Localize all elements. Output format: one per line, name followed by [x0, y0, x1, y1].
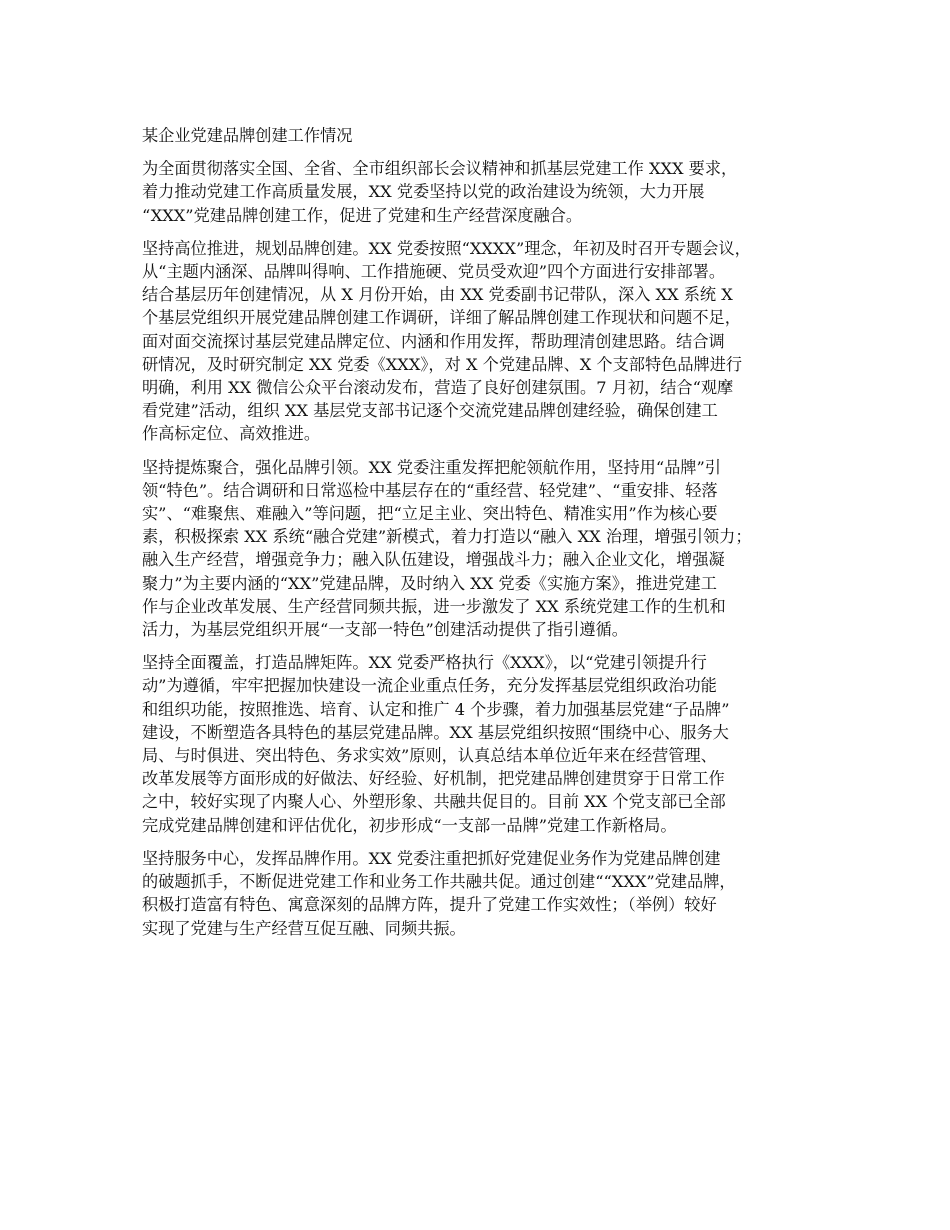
- paragraph-line: 个基层党组织开展党建品牌创建工作调研，详细了解品牌创建工作现状和问题不足，: [142, 308, 741, 328]
- paragraph-line: 面对面交流探讨基层党建品牌定位、内涵和作用发挥，帮助理清创建思路。结合调: [142, 331, 725, 351]
- paragraph-line: 领“特色”。结合调研和日常巡检中基层存在的“重经营、轻党建”、“重安排、轻落: [142, 480, 718, 500]
- paragraph-line: 聚力”为主要内涵的“XX”党建品牌，及时纳入 XX 党委《实施方案》，推进党建工: [142, 573, 717, 593]
- paragraph-line: 坚持高位推进，规划品牌创建。XX 党委按照“XXXX”理念，年初及时召开专题会议，: [142, 238, 751, 258]
- paragraph-line: 明确，利用 XX 微信公众平台滚动发布，营造了良好创建氛围。7 月初，结合“观摩: [142, 378, 734, 398]
- paragraph: [142, 456, 832, 642]
- paragraph-line: 完成党建品牌创建和评估优化，初步形成“一支部一品牌”党建工作新格局。: [142, 815, 677, 835]
- paragraph-line: 实”、“难聚焦、难融入”等问题，把“立足主业、突出特色、精准实用”作为核心要: [142, 504, 718, 524]
- paragraph-line: “XXX”党建品牌创建工作，促进了党建和生产经营深度融合。: [142, 205, 583, 225]
- paragraph-line: 之中，较好实现了内聚人心、外塑形象、共融共促目的。目前 XX 个党支部已全部: [142, 792, 726, 812]
- paragraph-line: 的破题抓手，不断促进党建工作和业务工作共融共促。通过创建““XXX”党建品牌，: [142, 872, 736, 892]
- paragraph: [142, 157, 832, 227]
- paragraph-line: 动”为遵循，牢牢把握加快建设一流企业重点任务，充分发挥基层党组织政治功能: [142, 676, 717, 696]
- paragraph-line: 建设，不断塑造各具特色的基层党建品牌。XX 基层党组织按照“围绕中心、服务大: [142, 722, 729, 742]
- paragraph-line: 作高标定位、高效推进。: [142, 424, 321, 444]
- paragraph-line: 融入生产经营，增强竞争力；融入队伍建设，增强战斗力；融入企业文化，增强凝: [142, 550, 725, 570]
- paragraph-list: [142, 157, 832, 940]
- paragraph-line: 为全面贯彻落实全国、全省、全市组织部长会议精神和抓基层党建工作 XXX 要求，: [142, 159, 738, 179]
- paragraph-line: 活力，为基层党组织开展“一支部一特色”创建活动提供了指引遵循。: [142, 620, 628, 640]
- paragraph-line: 和组织功能，按照推选、培育、认定和推广 4 个步骤，着力加强基层党建“子品牌”: [142, 699, 730, 719]
- paragraph: [142, 651, 832, 837]
- document-title: 某企业党建品牌创建工作情况: [142, 126, 353, 145]
- document-body: [142, 124, 832, 950]
- paragraph-line: 从“主题内涵深、品牌叫得响、工作措施硬、党员受欢迎”四个方面进行安排部署。: [142, 262, 726, 282]
- paragraph-line: 坚持服务中心，发挥品牌作用。XX 党委注重把抓好党建促业务作为党建品牌创建: [142, 848, 721, 868]
- paragraph: [142, 847, 832, 940]
- paragraph-line: 结合基层历年创建情况，从 X 月份开始，由 XX 党委副书记带队，深入 XX 系统 X: [142, 285, 733, 305]
- paragraph-line: 看党建”活动，组织 XX 基层党支部书记逐个交流党建品牌创建经验，确保创建工: [142, 401, 718, 421]
- paragraph-line: 研情况，及时研究制定 XX 党委《XXX》，对 X 个党建品牌、X 个支部特色品牌进行: [142, 354, 743, 374]
- paragraph-line: 坚持提炼聚合，强化品牌引领。XX 党委注重发挥把舵领航作用，坚持用“品牌”引: [142, 457, 721, 477]
- paragraph-line: 素，积极探索 XX 系统“融合党建”新模式，着力打造以“融入 XX 治理，增强引领力；: [142, 527, 752, 547]
- paragraph-line: 实现了党建与生产经营互促互融、同频共振。: [142, 918, 466, 938]
- paragraph-line: 局、与时俱进、突出特色、务求实效”原则，认真总结本单位近年来在经营管理、: [142, 746, 717, 766]
- paragraph-line: 积极打造富有特色、寓意深刻的品牌方阵，提升了党建工作实效性；（举例）较好: [142, 895, 717, 915]
- paragraph-line: 改革发展等方面形成的好做法、好经验、好机制，把党建品牌创建贯穿于日常工作: [142, 769, 725, 789]
- paragraph-line: 坚持全面覆盖，打造品牌矩阵。XX 党委严格执行《XXX》，以“党建引领提升行: [142, 653, 707, 673]
- paragraph: [142, 237, 832, 446]
- paragraph-line: 着力推动党建工作高质量发展，XX 党委坚持以党的政治建设为统领，大力开展: [142, 182, 705, 202]
- paragraph-line: 作与企业改革发展、生产经营同频共振，进一步激发了 XX 系统党建工作的生机和: [142, 596, 726, 616]
